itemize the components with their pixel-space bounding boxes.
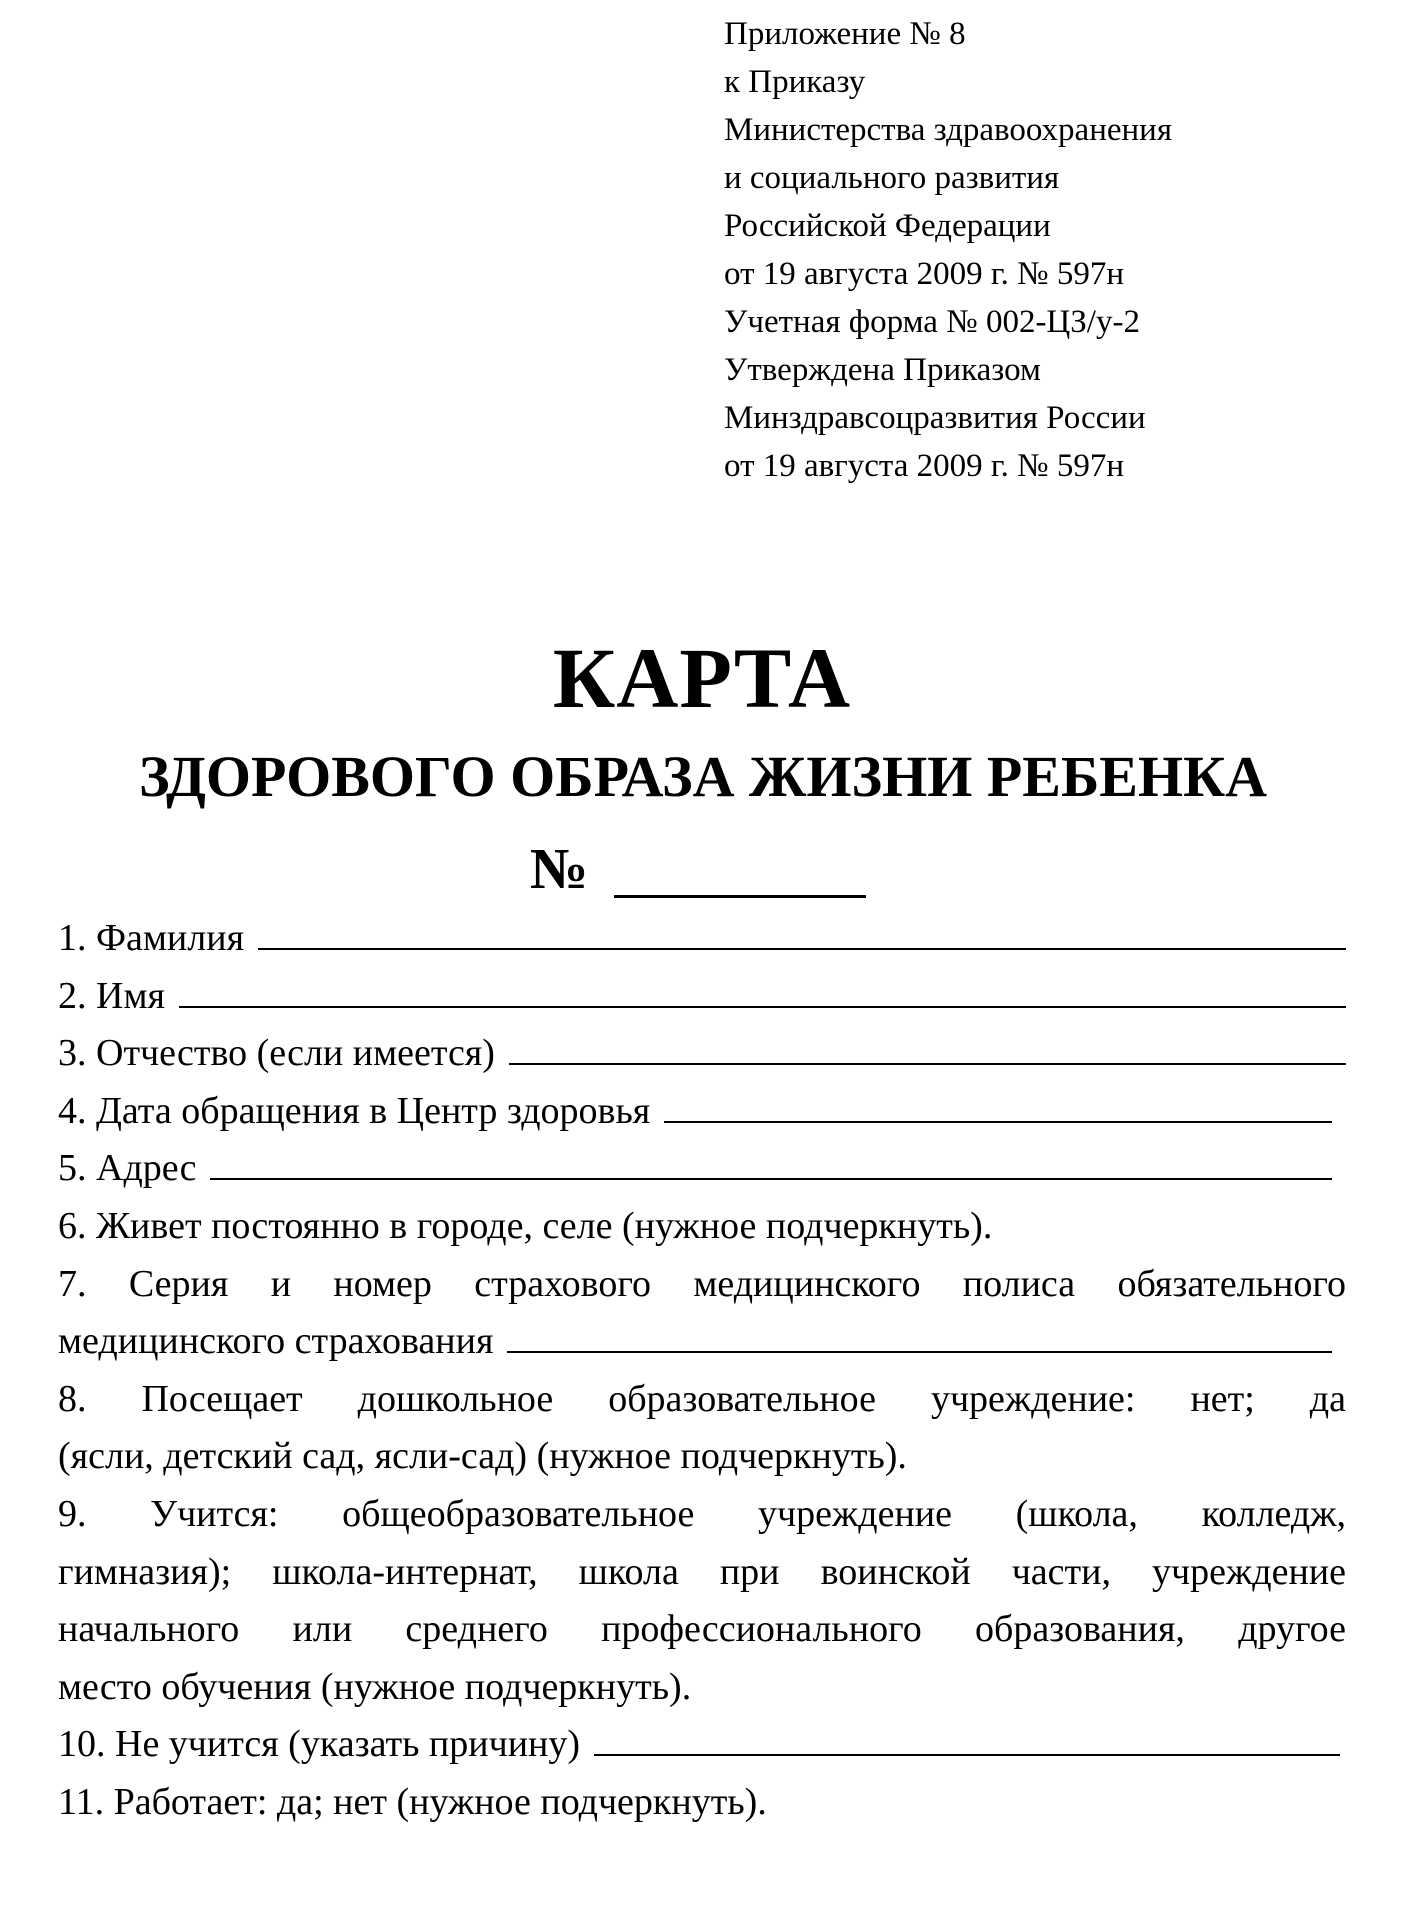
patronymic-label: 3. Отчество (если имеется) xyxy=(58,1032,495,1075)
preschool-text-line-1: 8. Посещает дошкольное образовательное учреждение: нет; да xyxy=(58,1377,1346,1420)
policy-text-line-1: 7. Серия и номер страхового медицинского полиса обязательного xyxy=(58,1262,1346,1305)
surname-label: 1. Фамилия xyxy=(58,917,245,959)
address-label: 5. Адрес xyxy=(58,1147,197,1190)
number-label: № xyxy=(530,836,589,901)
policy-field[interactable] xyxy=(507,1321,1332,1353)
header-line-form: Учетная форма № 002-ЦЗ/у-2 xyxy=(724,304,1140,340)
item-working xyxy=(58,1774,1346,1832)
preschool-text-line-2 xyxy=(58,1428,1346,1486)
item-not-studying xyxy=(58,1716,1346,1774)
item-patronymic xyxy=(58,1025,1346,1083)
document-header xyxy=(724,10,1172,490)
item-name xyxy=(58,968,1346,1026)
study-options-end: место обучения (нужное подчеркнуть). xyxy=(58,1665,692,1708)
patronymic-field[interactable] xyxy=(509,1033,1346,1065)
visit-date-label: 4. Дата обращения в Центр здоровья xyxy=(58,1089,651,1132)
header-line-date-2: от 19 августа 2009 г. № 597н xyxy=(724,448,1125,484)
working-text: 11. Работает: да; нет (нужное подчеркнуть). xyxy=(58,1780,767,1823)
visit-date-field[interactable] xyxy=(664,1091,1332,1123)
header-line-social: и социального развития xyxy=(724,160,1060,196)
preschool-options: (ясли, детский сад, ясли-сад) (нужное подчеркнуть). xyxy=(58,1435,907,1478)
header-line-date: от 19 августа 2009 г. № 597н xyxy=(724,256,1125,292)
policy-label: медицинского страхования xyxy=(58,1320,494,1363)
header-line-order: к Приказу xyxy=(724,64,866,100)
name-field[interactable] xyxy=(179,976,1346,1008)
address-field[interactable] xyxy=(210,1148,1332,1180)
study-text-line-3: начального или среднего профессионального образования, другое xyxy=(58,1608,1346,1651)
study-text-line-4 xyxy=(58,1659,1346,1717)
study-text-line-2: гимназия); школа-интернат, школа при воинской части, учреждение xyxy=(58,1550,1346,1593)
item-address xyxy=(58,1140,1346,1198)
header-line-minzdrav: Минздравсоцразвития России xyxy=(724,400,1146,436)
card-number-field[interactable] xyxy=(614,843,866,898)
header-line-appendix: Приложение № 8 xyxy=(724,16,966,52)
not-studying-reason-field[interactable] xyxy=(594,1724,1340,1756)
page-title: КАРТА xyxy=(552,630,852,726)
form-body xyxy=(58,910,1346,1832)
item-surname xyxy=(58,910,1346,968)
page-subtitle: ЗДОРОВОГО ОБРАЗА ЖИЗНИ РЕБЕНКА xyxy=(138,744,1268,809)
not-studying-label: 10. Не учится (указать причину) xyxy=(58,1723,581,1766)
name-label: 2. Имя xyxy=(58,974,165,1017)
item-residence xyxy=(58,1198,1346,1256)
header-line-approved: Утверждена Приказом xyxy=(724,352,1041,388)
item-visit-date xyxy=(58,1083,1346,1141)
item-policy xyxy=(58,1313,1346,1371)
residence-text: 6. Живет постоянно в городе, селе (нужное подчеркнуть). xyxy=(58,1204,993,1247)
header-line-ministry: Министерства здравоохранения xyxy=(724,112,1173,148)
card-number xyxy=(530,834,866,904)
surname-field[interactable] xyxy=(258,918,1346,950)
study-text-line-1: 9. Учится: общеобразовательное учреждение (школа, колледж, xyxy=(58,1492,1346,1535)
header-line-federation: Российской Федерации xyxy=(724,208,1051,244)
